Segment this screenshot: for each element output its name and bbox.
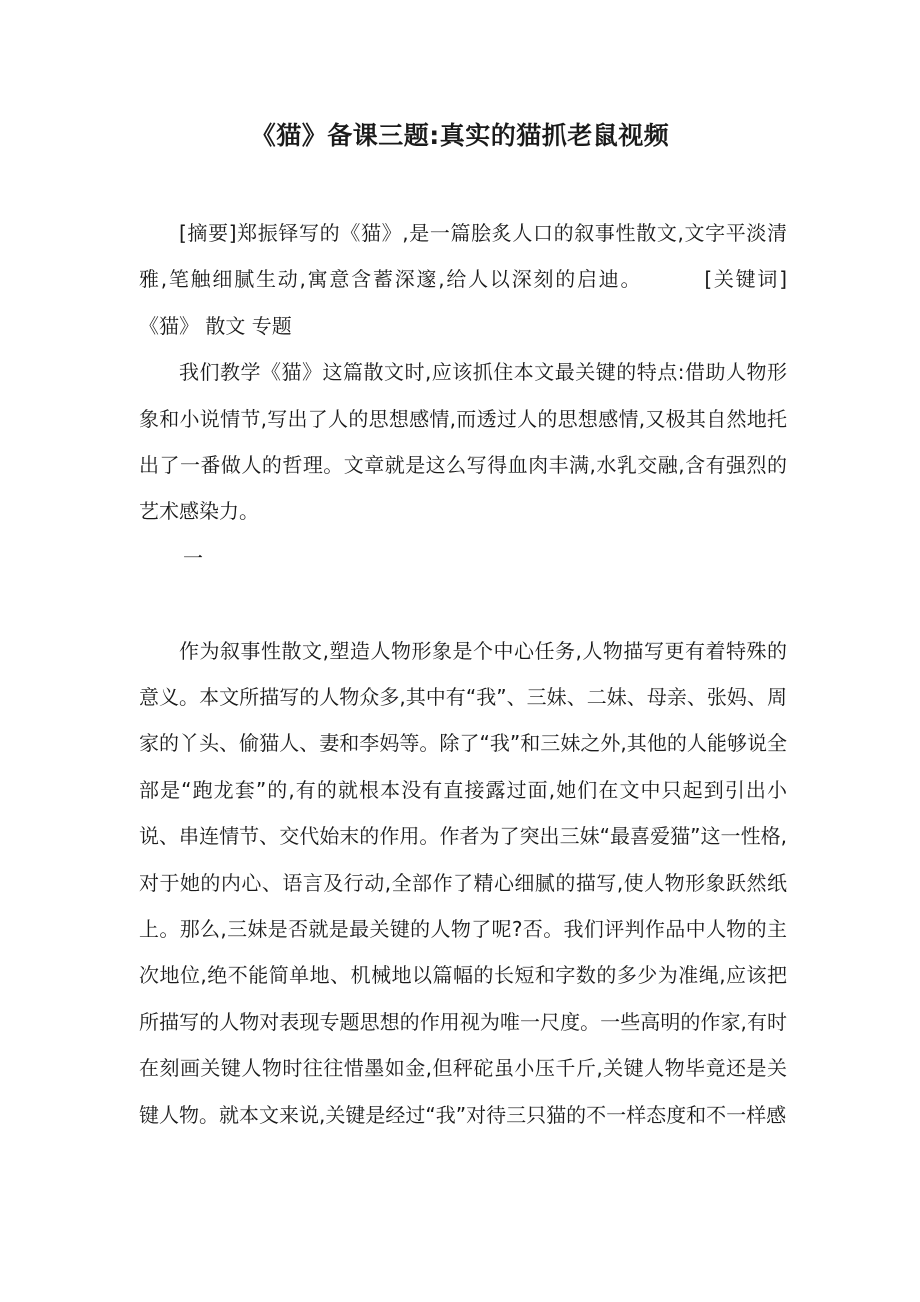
abstract-paragraph [139,210,787,349]
abstract-text: [摘要]郑振铎写的《猫》,是一篇脍炙人口的叙事性散文,文字平淡清雅,笔触细腻生动,寓意含蓄深邃,给人以深刻的启迪。 [139,221,787,292]
document-title: 《猫》备课三题:真实的猫抓老鼠视频 [250,121,670,150]
keywords-label: [关键词] [704,267,787,292]
section-one-paragraph: 作为叙事性散文,塑造人物形象是个中心任务,人物描写更有着特殊的意义。本文所描写的人物众多,其中有“我”、三妹、二妹、母亲、张妈、周家的丫头、偷猫人、妻和李妈等。除了“我”和三妹之外,其他的人能够说全部是“跑龙套”的,有的就根本没有直接露过面,她们在文中只起到引出小说、串连情节、交代始末的作用。作者为了突出三妹“最喜爱猫”这一性格,对于她的内心、语言及行动,全部作了精心细腻的描写,使人物形象跃然纸上。那么,三妹是否就是最关键的人物了呢?否。我们评判作品中人物的主次地位,绝不能简单地、机械地以篇幅的长短和字数的多少为准绳,应该把所描写的人物对表现专题思想的作用视为唯一尺度。一些高明的作家,有时在刻画关键人物时往往惜墨如金,但秤砣虽小压千斤,关键人物毕竟还是关键人物。就本文来说,关键是经过“我”对待三只猫的不一样态度和不一样感 [139,638,787,1127]
intro-paragraph: 我们教学《猫》这篇散文时,应该抓住本文最关键的特点:借助人物形象和小说情节,写出了人的思想感情,而透过人的思想感情,又极其自然地托出了一番做人的哲理。文章就是这么写得血肉丰满,水乳交融,含有强烈的艺术感染力。 [139,360,787,524]
document-body [139,210,787,1138]
section-number: 一 [183,545,203,570]
keywords-text: 《猫》 散文 专题 [139,313,292,338]
